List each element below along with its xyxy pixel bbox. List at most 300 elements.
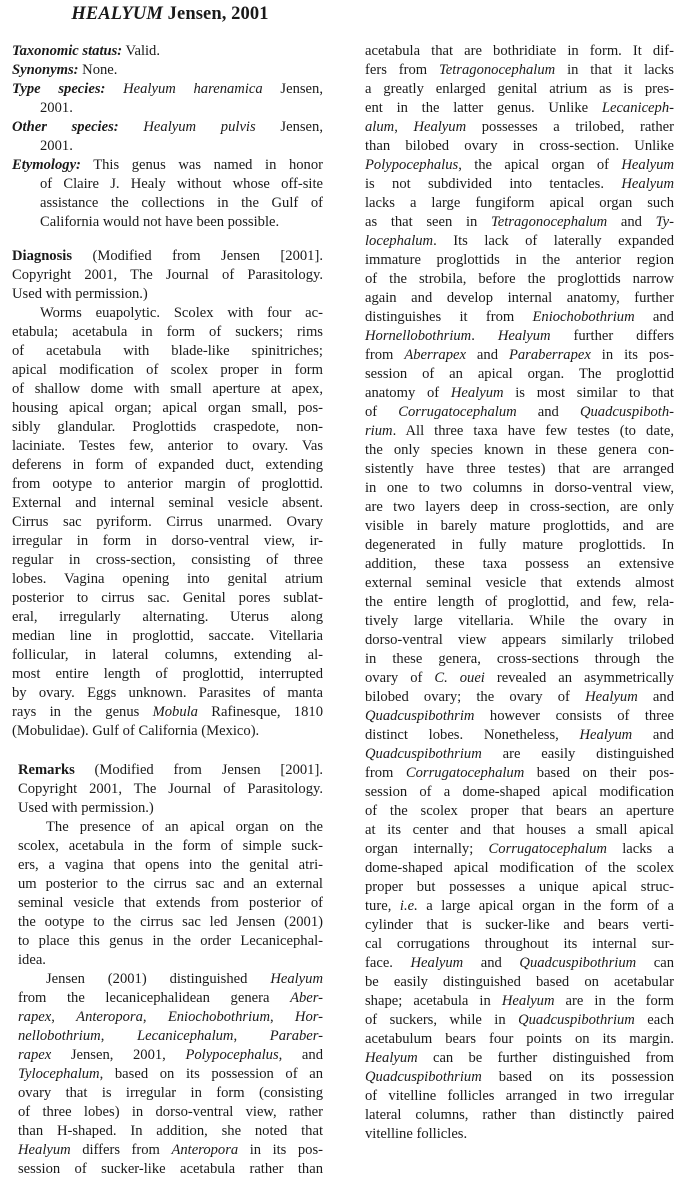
text-line: [365, 517, 674, 536]
genus-authority: Jensen, 2001: [167, 4, 269, 24]
emphasis-run: Healyum: [413, 119, 467, 135]
text-run: the only species known in these genera con-: [365, 442, 674, 458]
text-run: ,: [142, 1009, 168, 1025]
text-run: and: [632, 727, 674, 743]
text-line: [365, 954, 674, 973]
text-line: [365, 1087, 674, 1106]
text-run: . All three taxa have few testes (to date,: [392, 423, 674, 439]
text-run: apical modification of scolex proper in form: [12, 362, 323, 378]
text-line: [365, 99, 674, 118]
text-run: [119, 119, 144, 135]
text-line: [12, 418, 323, 437]
text-line: [365, 118, 674, 137]
emphasis-run: Diagnosis: [12, 248, 73, 264]
text-run: , based on its possession of an: [99, 1066, 323, 1082]
text-line: [365, 992, 674, 1011]
text-line: [365, 536, 674, 555]
emphasis-run: Tylocephalum: [18, 1066, 100, 1082]
text-line: [12, 266, 323, 285]
text-run: external seminal vesicle that extends almost: [365, 575, 674, 591]
text-line: [12, 118, 323, 137]
emphasis-run: Healyum: [365, 1050, 418, 1066]
text-line: [12, 665, 323, 684]
text-line: [18, 1141, 323, 1160]
text-line: [12, 42, 323, 61]
text-run: in these genera, cross-sections through the: [365, 651, 674, 667]
text-run: 2001.: [40, 138, 73, 154]
text-run: session of sucker-like acetabula rather than: [18, 1161, 323, 1177]
text-run: be easily distinguished based on acetabular: [365, 974, 674, 990]
emphasis-run: Quadcuspiboth-: [579, 404, 674, 420]
emphasis-run: Paraber-: [269, 1028, 324, 1044]
text-run: can be further distinguished from: [417, 1050, 674, 1066]
text-run: proper but possesses a unique apical struc-: [365, 879, 674, 895]
text-line: [12, 323, 323, 342]
emphasis-run: Healyum pulvis: [143, 119, 256, 135]
text-run: None.: [78, 62, 118, 78]
text-line: [365, 593, 674, 612]
text-run: in that it lacks: [555, 62, 674, 78]
text-line: [12, 437, 323, 456]
text-run: Jensen,: [255, 119, 323, 135]
text-line: [365, 80, 674, 99]
text-run: the ootype to the cirrus sac led Jensen (2001): [18, 914, 323, 930]
text-line: [365, 688, 674, 707]
text-run: This genus was named in honor: [80, 157, 323, 173]
text-line: [12, 342, 323, 361]
text-line: [18, 932, 323, 951]
text-line: [365, 365, 674, 384]
text-line: [18, 1065, 323, 1084]
text-line: [18, 951, 323, 970]
text-line: [18, 1046, 323, 1065]
text-line: [12, 399, 323, 418]
text-line: [18, 1122, 323, 1141]
text-line: [12, 380, 323, 399]
text-line: [18, 780, 323, 799]
emphasis-run: Quadcuspibothrim: [365, 708, 475, 724]
text-line: [12, 608, 323, 627]
text-run: irregular in form in dorso-ventral view, ir-: [12, 533, 323, 549]
emphasis-run: Quadcuspibothrium: [518, 1012, 635, 1028]
text-line: [12, 551, 323, 570]
text-line: [18, 989, 323, 1008]
emphasis-run: Corrugatocephalum: [488, 841, 607, 857]
emphasis-run: rium: [365, 423, 393, 439]
text-line: [18, 799, 323, 818]
text-run: laciniate. Testes few, anterior to ovary. Vas: [12, 438, 323, 454]
emphasis-run: Aberrapex: [404, 347, 466, 363]
text-run: dome-shaped apical modification of the scolex: [365, 860, 674, 876]
text-run: dorso-ventral view appears similarly trilobed: [365, 632, 674, 648]
text-line: [40, 137, 323, 156]
emphasis-run: Healyum: [585, 689, 638, 705]
text-run: ovary of: [365, 670, 435, 686]
text-line: [365, 422, 674, 441]
text-run: at its center and that houses a small apical: [365, 822, 674, 838]
text-run: and: [634, 309, 674, 325]
text-run: of suckers, while in: [365, 1012, 519, 1028]
text-run: um posterior to the cirrus sac and an external: [18, 876, 323, 892]
text-run: of acetabula with blade-like spinitriches;: [12, 343, 323, 359]
emphasis-run: C. ouei: [434, 670, 485, 686]
text-run: than bilobed ovary in cross-section. Unlike: [365, 138, 674, 154]
text-line: [365, 194, 674, 213]
text-line: [365, 1030, 674, 1049]
text-run: than H-shaped. In addition, she noted that: [18, 1123, 323, 1139]
text-run: to place this genus in the order Lecanicephal-: [18, 933, 323, 949]
text-line: [365, 612, 674, 631]
text-run: revealed an asymmetrically: [484, 670, 674, 686]
text-run: and: [465, 347, 509, 363]
text-run: possesses a trilobed, rather: [466, 119, 674, 135]
text-line: [12, 475, 323, 494]
text-run: scolex, acetabula in the form of simple suck-: [18, 838, 323, 854]
text-run: from: [365, 765, 406, 781]
text-run: Worms euapolytic. Scolex with four ac-: [40, 305, 323, 321]
text-line: [365, 213, 674, 232]
text-line: [365, 308, 674, 327]
text-run: a large apical organ in the form of a: [417, 898, 674, 914]
text-run: in its pos-: [238, 1142, 324, 1158]
text-run: Jensen,: [262, 81, 323, 97]
text-run: rays in the genus: [12, 704, 153, 720]
text-line: [365, 631, 674, 650]
text-run: Valid.: [122, 43, 160, 59]
text-line: [18, 1008, 323, 1027]
text-line: [365, 1125, 674, 1144]
emphasis-run: Polypocephalus: [365, 157, 459, 173]
emphasis-run: Healyum: [410, 955, 464, 971]
text-line: [365, 289, 674, 308]
text-line: [12, 285, 323, 304]
text-line: [365, 859, 674, 878]
text-line: [365, 707, 674, 726]
text-line: [12, 589, 323, 608]
text-run: of vitelline follicles arranged in two irregular: [365, 1088, 674, 1104]
emphasis-run: Tetragonocephalum: [438, 62, 556, 78]
text-run: idea.: [18, 952, 46, 968]
text-line: [18, 837, 323, 856]
text-line: [12, 722, 323, 741]
text-run: are easily distinguished: [481, 746, 674, 762]
emphasis-run: Anteropora: [76, 1009, 143, 1025]
text-line: [365, 840, 674, 859]
text-line: [40, 194, 323, 213]
text-line: [18, 1027, 323, 1046]
emphasis-run: Healyum: [579, 727, 633, 743]
text-line: [365, 403, 674, 422]
emphasis-run: Type species:: [12, 81, 106, 97]
text-line: [365, 441, 674, 460]
text-run: seminal vesicle that extends from posterior of: [18, 895, 323, 911]
text-line: [365, 156, 674, 175]
emphasis-run: Anteropora: [171, 1142, 239, 1158]
text-run: distinguishes it from: [365, 309, 533, 325]
text-run: each: [634, 1012, 674, 1028]
emphasis-run: rapex: [18, 1047, 52, 1063]
text-line: [12, 156, 323, 175]
text-line: [12, 532, 323, 551]
text-line: [40, 213, 323, 232]
text-run: can: [636, 955, 674, 971]
text-run: sistently have three testes) that are arranged: [365, 461, 674, 477]
text-line: [18, 970, 323, 989]
text-run: a greatly enlarged genital atrium as is pres-: [365, 81, 674, 97]
text-line: [365, 384, 674, 403]
text-run: and: [637, 689, 674, 705]
text-run: Copyright 2001, The Journal of Parasitology.: [12, 267, 323, 283]
text-run: visible in barely mature proglottids, and are: [365, 518, 674, 534]
text-line: [12, 80, 323, 99]
text-run: addition, these taxa possess an extensive: [365, 556, 674, 572]
text-run: is not subdivided into tentacles.: [365, 176, 622, 192]
text-run: and: [463, 955, 520, 971]
emphasis-run: Healyum: [621, 157, 674, 173]
text-line: [365, 745, 674, 764]
text-run: ,: [100, 1028, 138, 1044]
text-run: (Modified from Jensen [2001].: [74, 762, 323, 778]
text-run: housing apical organ; apical organ small, pos-: [12, 400, 323, 416]
text-run: Used with permission.): [18, 800, 154, 816]
text-line: [365, 137, 674, 156]
text-run: etabula; acetabula in form of suckers; rims: [12, 324, 323, 340]
text-run: are two layers deep in cross-section, are only: [365, 499, 674, 515]
emphasis-run: Corrugatocephalum: [405, 765, 525, 781]
text-run: in its pos-: [590, 347, 674, 363]
text-line: [365, 802, 674, 821]
text-run: ,: [51, 1009, 77, 1025]
text-run: Jensen (2001) distinguished: [46, 971, 271, 987]
emphasis-run: alum: [365, 119, 395, 135]
text-run: from ootype to anterior margin of proglottid.: [12, 476, 323, 492]
text-line: [12, 646, 323, 665]
text-run: most entire length of proglottid, interrupted: [12, 666, 323, 682]
text-line: [365, 479, 674, 498]
text-run: again and develop internal anatomy, further: [365, 290, 674, 306]
emphasis-run: Tetragonocephalum: [491, 214, 608, 230]
text-line: [365, 669, 674, 688]
text-run: Copyright 2001, The Journal of Parasitology.: [18, 781, 323, 797]
emphasis-run: Healyum: [501, 993, 555, 1009]
emphasis-run: Lecaniceph-: [601, 100, 674, 116]
emphasis-run: Eniochobothrium: [167, 1009, 270, 1025]
text-line: [18, 913, 323, 932]
text-run: of the strobila, before the proglottids narrow: [365, 271, 674, 287]
text-line: [18, 1160, 323, 1179]
text-run: face.: [365, 955, 411, 971]
text-run: ,: [233, 1028, 270, 1044]
text-line: [18, 761, 323, 780]
text-run: organ internally;: [365, 841, 489, 857]
text-line: [365, 916, 674, 935]
text-run: The presence of an apical organ on the: [46, 819, 323, 835]
text-run: External and internal seminal vesicle absent.: [12, 495, 323, 511]
text-run: Jensen, 2001,: [51, 1047, 186, 1063]
text-line: [365, 897, 674, 916]
text-run: differs from: [70, 1142, 172, 1158]
emphasis-run: Paraberrapex: [508, 347, 591, 363]
text-run: degenerated in fully mature proglottids. In: [365, 537, 674, 553]
text-run: of the scolex proper that bears an aperture: [365, 803, 674, 819]
text-line: [365, 726, 674, 745]
text-line: [365, 42, 674, 61]
text-run: ,: [394, 119, 414, 135]
text-run: the entire length of proglottid, and few, rela-: [365, 594, 674, 610]
emphasis-run: i.e.: [399, 898, 418, 914]
text-run: Used with permission.): [12, 286, 148, 302]
text-run: of: [365, 404, 399, 420]
text-run: further differs: [550, 328, 675, 344]
text-run: [105, 81, 123, 97]
emphasis-run: Healyum: [497, 328, 551, 344]
text-line: [365, 878, 674, 897]
text-run: .: [471, 328, 498, 344]
text-run: and: [607, 214, 656, 230]
text-line: [365, 1068, 674, 1087]
emphasis-run: Healyum: [621, 176, 674, 192]
text-line: [365, 821, 674, 840]
emphasis-run: Ty-: [655, 214, 674, 230]
text-line: [40, 175, 323, 194]
text-run: tively large vitellaria. While the ovary in: [365, 613, 674, 629]
text-line: [365, 1049, 674, 1068]
text-run: (Modified from Jensen [2001].: [72, 248, 323, 264]
text-run: acetabula that are bothridiate in form. It dif-: [365, 43, 674, 59]
text-line: [365, 232, 674, 251]
emphasis-run: Corrugatocephalum: [398, 404, 517, 420]
text-run: of three lobes) in dorso-ventral view, rather: [18, 1104, 323, 1120]
emphasis-run: Eniochobothrium: [532, 309, 635, 325]
emphasis-run: Quadcuspibothrium: [365, 1069, 482, 1085]
text-line: [365, 935, 674, 954]
text-line: [12, 247, 323, 266]
text-line: [365, 251, 674, 270]
text-line: [365, 270, 674, 289]
text-run: cylinder that is sucker-like and bears verti-: [365, 917, 674, 933]
text-run: Rafinesque, 1810: [197, 704, 323, 720]
text-line: [12, 361, 323, 380]
text-line: [365, 973, 674, 992]
text-run: acetabulum bears four points on its margin.: [365, 1031, 674, 1047]
text-line: [365, 61, 674, 80]
text-line: [12, 494, 323, 513]
text-line: [12, 570, 323, 589]
text-run: anatomy of: [365, 385, 451, 401]
text-run: and: [516, 404, 580, 420]
text-run: bilobed ovary; the ovary of: [365, 689, 586, 705]
emphasis-run: Healyum: [450, 385, 504, 401]
text-line: [365, 1011, 674, 1030]
text-run: ture,: [365, 898, 400, 914]
text-run: as that seen in: [365, 214, 491, 230]
text-line: [40, 99, 323, 118]
text-run: session of an apical organ. The proglottid: [365, 366, 674, 382]
text-run: lobes. Vagina opening into genital atrium: [12, 571, 323, 587]
text-run: immature proglottids in the anterior region: [365, 252, 674, 268]
text-line: [365, 175, 674, 194]
text-line: [18, 856, 323, 875]
genus-name: HEALYUM: [71, 4, 163, 24]
text-line: [365, 1106, 674, 1125]
emphasis-run: Other species:: [12, 119, 119, 135]
text-line: [365, 555, 674, 574]
text-run: 2001.: [40, 100, 73, 116]
text-run: (Mobulidae). Gulf of California (Mexico).: [12, 723, 260, 739]
text-line: [12, 304, 323, 323]
text-run: by ovary. Eggs unknown. Parasites of manta: [12, 685, 323, 701]
text-run: median line in proglottid, saccate. Vitellaria: [12, 628, 323, 644]
text-line: [12, 456, 323, 475]
text-line: [12, 703, 323, 722]
emphasis-run: Remarks: [18, 762, 75, 778]
text-line: [365, 783, 674, 802]
emphasis-run: Aber-: [290, 990, 323, 1006]
text-run: assistance the collections in the Gulf of: [40, 195, 323, 211]
text-run: vitelline follicles.: [365, 1126, 468, 1142]
text-line: [12, 61, 323, 80]
text-run: . Its lack of laterally expanded: [433, 233, 674, 249]
text-run: session of a dome-shaped apical modification: [365, 784, 674, 800]
text-line: [365, 498, 674, 517]
emphasis-run: Mobula: [152, 704, 198, 720]
text-run: from: [365, 347, 405, 363]
text-run: lacks a: [606, 841, 674, 857]
emphasis-run: Healyum harenamica: [123, 81, 263, 97]
emphasis-run: Quadcuspibothrium: [519, 955, 637, 971]
emphasis-run: Hornellobothrium: [365, 328, 472, 344]
text-run: lateral columns, rather than distinctly paired: [365, 1107, 674, 1123]
text-line: [365, 574, 674, 593]
emphasis-run: Synonyms:: [12, 62, 79, 78]
text-line: [18, 894, 323, 913]
text-line: [18, 875, 323, 894]
genus-title: [0, 4, 340, 25]
text-run: ent in the latter genus. Unlike: [365, 100, 602, 116]
text-line: [12, 513, 323, 532]
text-run: Cirrus sac pyriform. Cirrus unarmed. Ovary: [12, 514, 323, 530]
emphasis-run: Quadcuspibothrium: [365, 746, 482, 762]
text-run: from the lecanicephalidean genera: [18, 990, 291, 1006]
text-line: [365, 650, 674, 669]
emphasis-run: Etymology:: [12, 157, 81, 173]
emphasis-run: Taxonomic status:: [12, 43, 123, 59]
text-line: [365, 764, 674, 783]
text-run: deferens in form of expanded duct, extending: [12, 457, 323, 473]
emphasis-run: Healyum: [18, 1142, 71, 1158]
text-run: ,: [269, 1009, 295, 1025]
text-run: cal corrugations throughout its internal sur-: [365, 936, 674, 952]
text-run: however consists of three: [474, 708, 674, 724]
text-line: [365, 327, 674, 346]
emphasis-run: rapex: [18, 1009, 52, 1025]
text-run: regular in cross-section, consisting of three: [12, 552, 323, 568]
text-run: ovary that is irregular in form (consisting: [18, 1085, 323, 1101]
text-line: [18, 1103, 323, 1122]
text-run: and: [282, 1047, 323, 1063]
text-run: based on its possession: [481, 1069, 674, 1085]
text-run: is most similar to that: [503, 385, 674, 401]
text-line: [365, 460, 674, 479]
text-run: fers from: [365, 62, 439, 78]
emphasis-run: Lecanicephalum: [137, 1028, 234, 1044]
emphasis-run: Healyum: [270, 971, 323, 987]
text-run: are in the form: [554, 993, 674, 1009]
text-run: posterior to cirrus sac. Genital pores sublat-: [12, 590, 323, 606]
text-run: distinct lobes. Nonetheless,: [365, 727, 580, 743]
text-run: of shallow dome with small aperture at apex,: [12, 381, 323, 397]
text-line: [12, 627, 323, 646]
